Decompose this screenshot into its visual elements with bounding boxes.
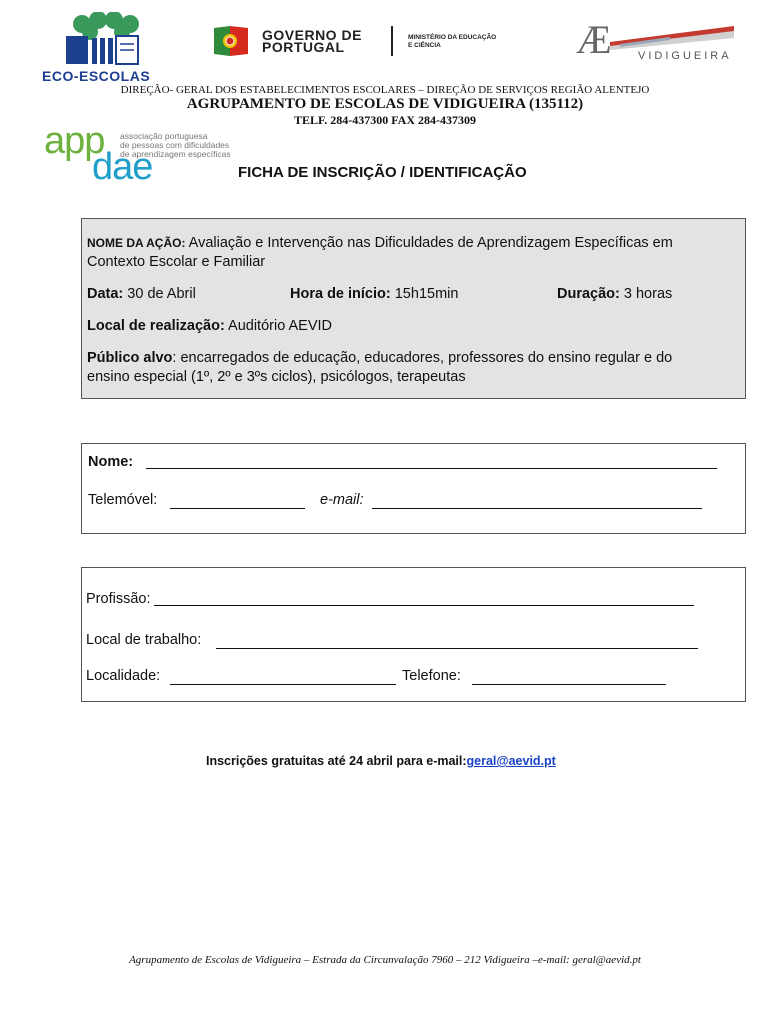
duration-value: 3 horas — [619, 286, 673, 302]
start-time-label: Hora de início: — [290, 286, 391, 302]
ministry-line1: MINISTÉRIO DA EDUCAÇÃO — [408, 34, 497, 41]
header-direction-line: DIREÇÃO- GERAL DOS ESTABELECIMENTOS ESCOLARES – DIREÇÃO DE SERVIÇOS REGIÃO ALENTEJO — [120, 84, 650, 96]
aevid-letters: Æ — [576, 17, 612, 62]
phone-label: Telefone: — [402, 668, 461, 684]
header-phone-fax: TELF. 284-437300 FAX 284-437309 — [293, 113, 476, 127]
governo-line2: PORTUGAL — [262, 39, 345, 55]
action-audience-line1 — [87, 349, 672, 368]
action-info-box — [81, 218, 746, 399]
workplace-label: Local de trabalho: — [86, 632, 202, 648]
action-name-line1 — [87, 234, 673, 253]
action-date — [87, 285, 196, 304]
action-location — [87, 317, 332, 336]
page-footer: Agrupamento de Escolas de Vidigueira – Estrada da Circunvalação 7960 – 212 Vidigueira –e-mail: geral@aevid.pt — [129, 954, 641, 966]
eco-escolas-logo — [40, 12, 170, 84]
name-label: Nome: — [88, 454, 134, 470]
name-field[interactable] — [146, 468, 717, 469]
phone-field[interactable] — [472, 684, 666, 685]
action-name-label: NOME DA AÇÃO: — [87, 236, 186, 250]
governo-divider — [391, 26, 393, 56]
appdae-subtitle-1: associação portuguesa — [120, 131, 208, 141]
appdae-word-app: app — [44, 120, 105, 162]
aevid-name: VIDIGUEIRA — [638, 50, 732, 62]
appdae-subtitle-3: de aprendizagem específicas — [120, 149, 231, 159]
action-name-value: Avaliação e Intervenção nas Dificuldades de Aprendizagem Específicas em — [185, 235, 673, 251]
date-label: Data: — [87, 286, 124, 302]
profession-field[interactable] — [154, 605, 694, 606]
action-duration — [557, 285, 672, 304]
action-name-line2: Contexto Escolar e Familiar — [87, 254, 266, 270]
page-title: FICHA DE INSCRIÇÃO / IDENTIFICAÇÃO — [238, 164, 527, 181]
email-label: e-mail: — [320, 492, 364, 508]
ministry-line2: E CIÊNCIA — [408, 42, 441, 49]
email-field[interactable] — [372, 508, 702, 509]
appdae-logo — [44, 120, 234, 190]
workplace-field[interactable] — [216, 648, 698, 649]
action-audience-line2: ensino especial (1º, 2º e 3ºs ciclos), psicólogos, terapeutas — [87, 369, 466, 385]
mobile-label: Telemóvel: — [88, 492, 158, 508]
start-time-value: 15h15min — [390, 286, 459, 302]
aevid-logo — [576, 17, 736, 64]
location-label: Local de realização: — [87, 318, 225, 334]
duration-label: Duração: — [557, 286, 620, 302]
registration-email-link[interactable]: geral@aevid.pt — [466, 754, 556, 768]
audience-value: : encarregados de educação, educadores, professores do ensino regular e do — [172, 350, 673, 366]
registration-text: Inscrições gratuitas até 24 abril para e-mail: — [206, 754, 467, 768]
locality-field[interactable] — [170, 684, 396, 685]
appdae-subtitle-2: de pessoas com dificuldades — [120, 140, 230, 150]
date-value: 30 de Abril — [123, 286, 196, 302]
appdae-word-dae: dae — [92, 146, 153, 188]
work-info-box — [81, 567, 746, 702]
school-building-icon — [610, 24, 734, 50]
eco-escolas-text: ECO-ESCOLAS — [42, 68, 151, 84]
governo-line1: GOVERNO DE — [262, 27, 362, 43]
audience-label: Público alvo — [87, 350, 173, 366]
locality-label: Localidade: — [86, 668, 161, 684]
profession-label: Profissão: — [86, 591, 151, 607]
registration-note — [206, 754, 556, 768]
location-value: Auditório AEVID — [224, 318, 333, 334]
portugal-flag-icon — [210, 24, 250, 58]
header-school-name: AGRUPAMENTO DE ESCOLAS DE VIDIGUEIRA (135112) — [186, 96, 584, 112]
eco-escolas-tree-icon — [40, 12, 170, 70]
governo-portugal-logo — [210, 24, 540, 60]
mobile-field[interactable] — [170, 508, 305, 509]
identity-box — [81, 443, 746, 534]
action-start-time — [290, 285, 458, 304]
